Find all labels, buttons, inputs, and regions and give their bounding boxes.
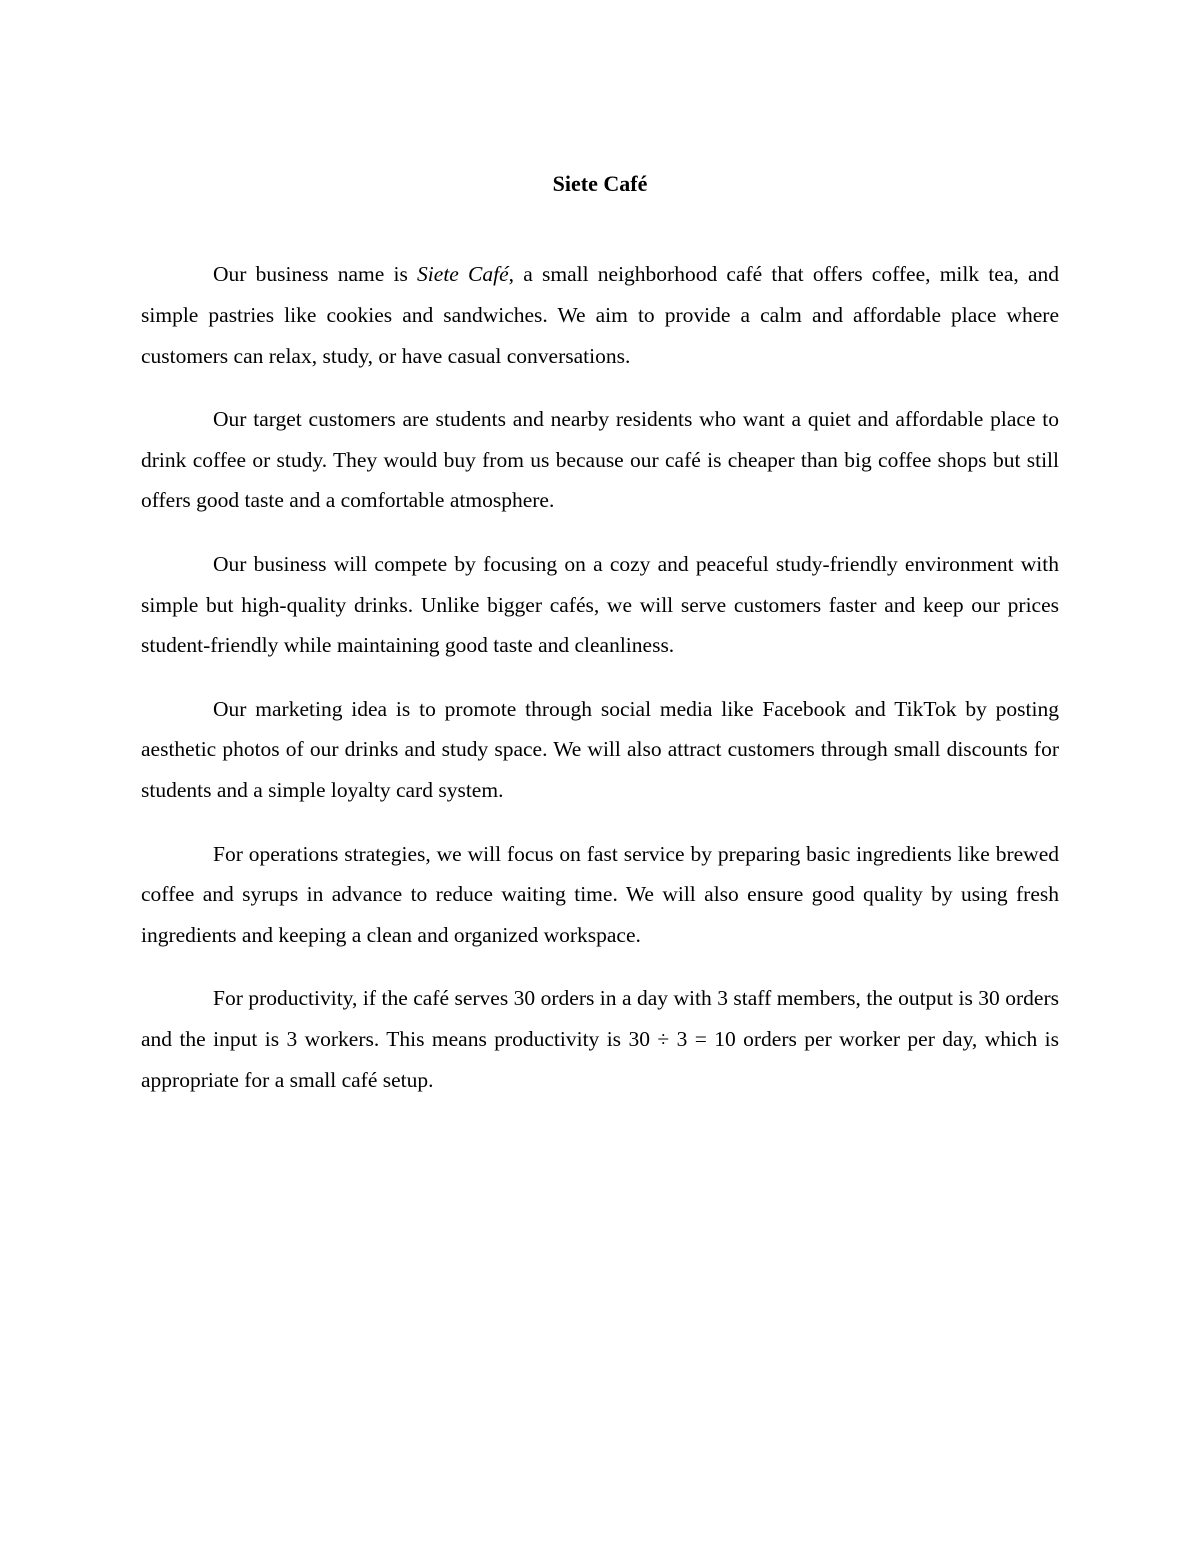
paragraph-text: Our business name is (213, 262, 418, 286)
paragraph-operations: For operations strategies, we will focus on fast service by preparing basic ingredients like brewed coffee and syrups in advance to reduce waiting time. We will also ensure good quality by using fresh ingredients and keeping a clean and organized workspace. (141, 841, 1059, 948)
paragraph-productivity: For productivity, if the café serves 30 orders in a day with 3 staff members, the output is 30 orders and the input is 3 workers. This means productivity is 30 ÷ 3 = 10 orders per worker per day, which is appropriate for a small café setup. (141, 986, 1059, 1093)
document-body (141, 166, 1059, 1123)
business-name-emphasis: Siete Café (417, 262, 509, 286)
paragraph-text: , a small neighborhood café that offers coffee, milk tea, and simple pastries like cookies and sandwiches. We aim to provide a calm and affordable place where customers can relax, study, or have casual conversations. (141, 262, 1060, 368)
paragraph-competition: Our business will compete by focusing on a cozy and peaceful study-friendly environment with simple but high-quality drinks. Unlike bigger cafés, we will serve customers faster and keep our prices student-friendly while maintaining good taste and cleanliness. (141, 551, 1059, 658)
paragraph-marketing: Our marketing idea is to promote through social media like Facebook and TikTok by posting aesthetic photos of our drinks and study space. We will also attract customers through small discounts for students and a simple loyalty card system. (141, 696, 1059, 803)
paragraph-target-customers: Our target customers are students and nearby residents who want a quiet and affordable place to drink coffee or study. They would buy from us because our café is cheaper than big coffee shops but still offers good taste and a comfortable atmosphere. (141, 406, 1059, 513)
paragraph-business-name (141, 254, 1059, 376)
document-title: Siete Café (552, 171, 648, 196)
